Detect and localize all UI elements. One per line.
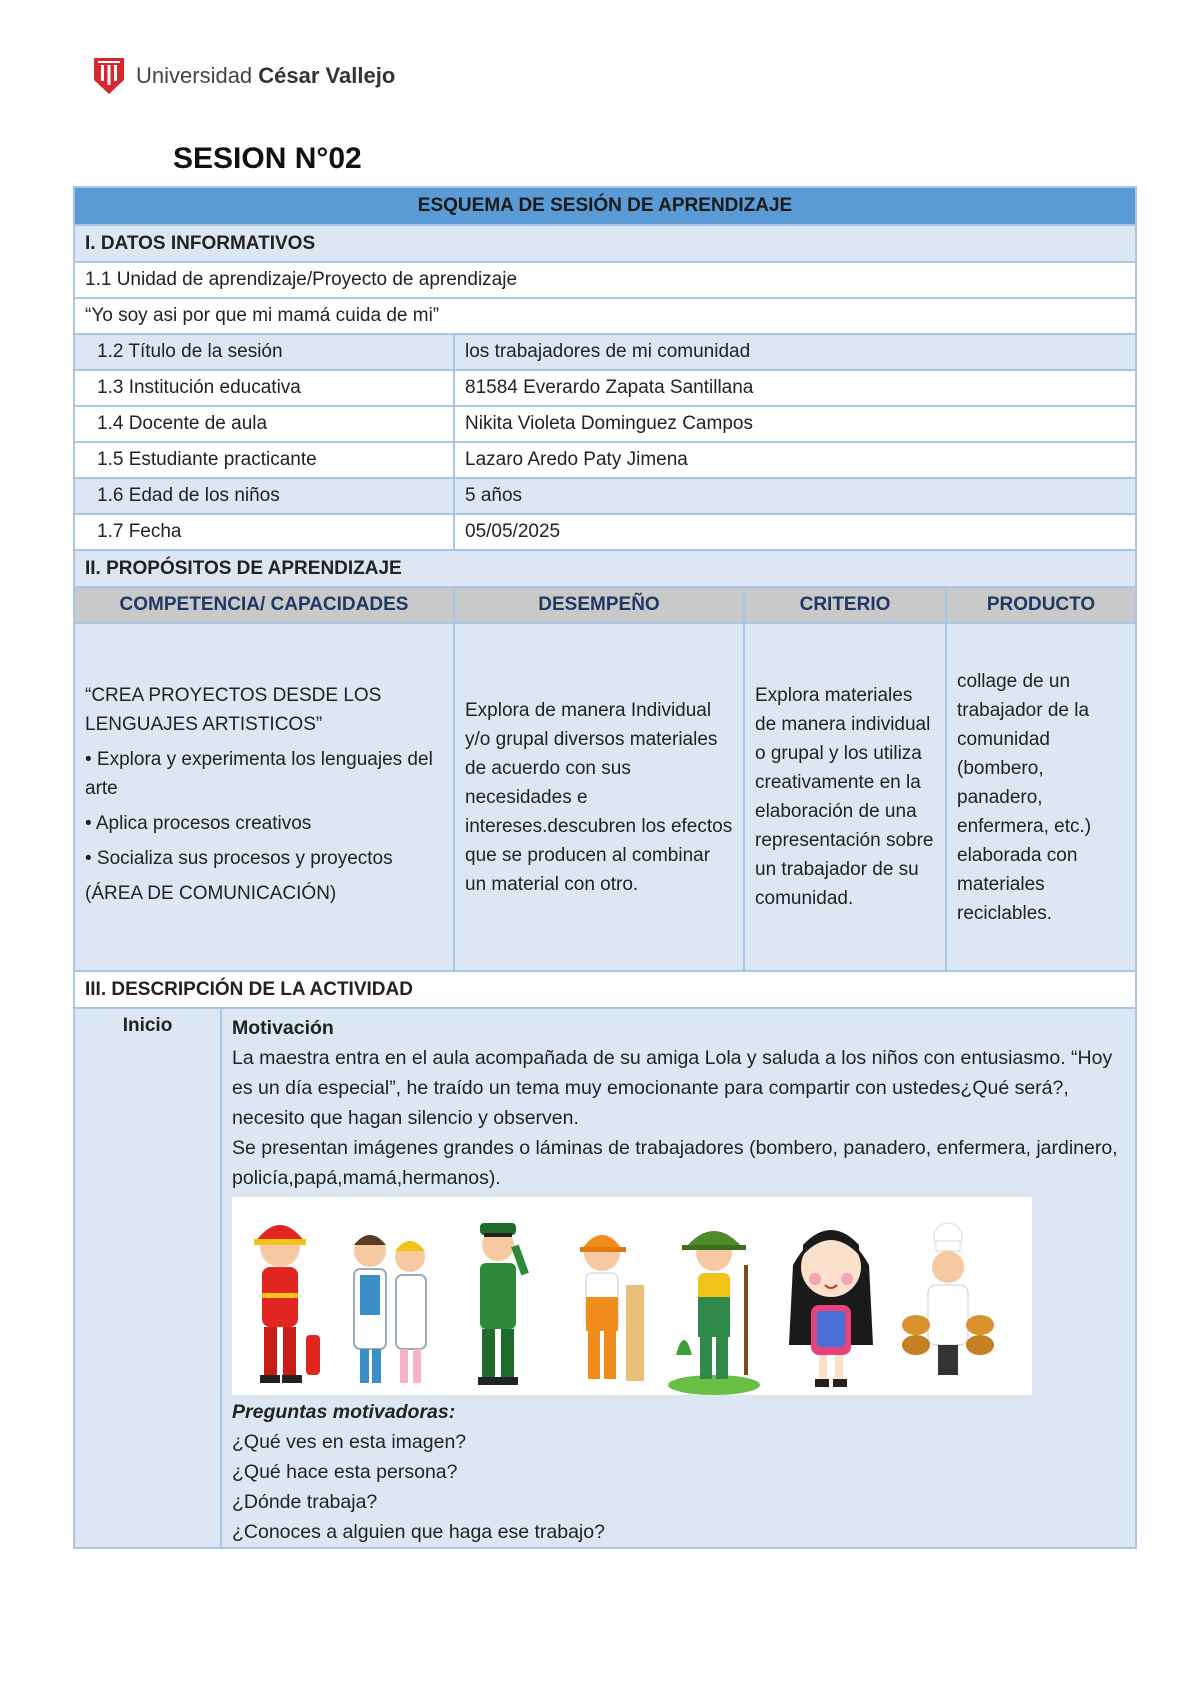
activity-description <box>221 1008 1136 1548</box>
desempeno-cell: Explora de manera Individual y/o grupal diversos materiales de acuerdo con sus necesidades e intereses.descubren los efectos que se producen al combinar un material con otro. <box>454 623 744 971</box>
unit-label: 1.1 Unidad de aprendizaje/Proyecto de aprendizaje <box>74 262 1136 298</box>
column-header-producto: PRODUCTO <box>946 587 1136 623</box>
info-label: 1.6 Edad de los niños <box>74 478 454 514</box>
motivation-title: Motivación <box>232 1017 334 1039</box>
university-shield-icon <box>92 56 126 96</box>
motivation-paragraph: La maestra entra en el aula acompañada de su amiga Lola y saluda a los niños con entusiasmo. “Hoy es un día especial”, he traído un tema muy emocionante para compartir con ustedes¿Qué será?, necesito que hagan silencio y observen. <box>232 1047 1113 1129</box>
info-value: los trabajadores de mi comunidad <box>454 334 1136 370</box>
info-value: 05/05/2025 <box>454 514 1136 550</box>
workers-illustration-strip <box>232 1197 1032 1395</box>
competencia-cell <box>74 623 454 971</box>
stage-inicio: Inicio <box>74 1008 221 1548</box>
unit-value: “Yo soy asi por que mi mamá cuida de mi” <box>74 298 1136 334</box>
info-label: 1.3 Institución educativa <box>74 370 454 406</box>
motivating-question: ¿Qué ves en esta imagen? <box>232 1431 467 1453</box>
info-label: 1.5 Estudiante practicante <box>74 442 454 478</box>
motivating-question: ¿Conoces a alguien que haga ese trabajo? <box>232 1521 605 1543</box>
info-value: 81584 Everardo Zapata Santillana <box>454 370 1136 406</box>
doctor-and-nurse-illustration <box>340 1205 440 1395</box>
info-value: Nikita Violeta Dominguez Campos <box>454 406 1136 442</box>
firefighter-illustration <box>232 1205 332 1395</box>
competencia-title: “CREA PROYECTOS DESDE LOS LENGUAJES ARTISTICOS” <box>85 684 382 735</box>
column-header-criterio: CRITERIO <box>744 587 946 623</box>
capacidad-item: • Explora y experimenta los lenguajes del arte <box>85 748 433 799</box>
gardener-illustration <box>664 1205 764 1395</box>
session-title: SESION N°02 <box>173 142 362 175</box>
section-descripcion: III. DESCRIPCIÓN DE LA ACTIVIDAD <box>74 971 1136 1008</box>
column-header-competencia: COMPETENCIA/ CAPACIDADES <box>74 587 454 623</box>
info-label: 1.4 Docente de aula <box>74 406 454 442</box>
motivating-question: ¿Qué hace esta persona? <box>232 1461 458 1483</box>
motivating-question: ¿Dónde trabaja? <box>232 1491 378 1513</box>
info-value: Lazaro Aredo Paty Jimena <box>454 442 1136 478</box>
criterio-cell: Explora materiales de manera individual o grupal y los utiliza creativamente en la elaboración de una representación sobre un trabajador de su comunidad. <box>744 623 946 971</box>
section-datos-informativos: I. DATOS INFORMATIVOS <box>74 225 1136 262</box>
motivation-paragraph: Se presentan imágenes grandes o láminas de trabajadores (bombero, panadero, enfermera, jardinero, policía,papá,mamá,hermanos). <box>232 1137 1118 1189</box>
questions-title: Preguntas motivadoras: <box>232 1401 456 1423</box>
police-officer-illustration <box>448 1205 548 1395</box>
capacidad-item: • Aplica procesos creativos <box>85 812 312 834</box>
area-label: (ÁREA DE COMUNICACIÓN) <box>85 882 337 904</box>
section-propositos: II. PROPÓSITOS DE APRENDIZAJE <box>74 550 1136 587</box>
producto-cell: collage de un trabajador de la comunidad (bombero, panadero, enfermera, etc.) elaborada con materiales reciclables. <box>946 623 1136 971</box>
girl-lola-illustration <box>772 1205 890 1395</box>
university-name: Universidad César Vallejo <box>136 63 396 88</box>
schema-title: ESQUEMA DE SESIÓN DE APRENDIZAJE <box>74 187 1136 225</box>
capacidad-item: • Socializa sus procesos y proyectos <box>85 847 393 869</box>
column-header-desempeno: DESEMPEÑO <box>454 587 744 623</box>
session-schema-table <box>73 186 1137 1549</box>
construction-worker-illustration <box>556 1205 656 1395</box>
university-logo <box>92 56 395 96</box>
baker-illustration <box>898 1205 998 1395</box>
info-label: 1.7 Fecha <box>74 514 454 550</box>
info-value: 5 años <box>454 478 1136 514</box>
info-label: 1.2 Título de la sesión <box>74 334 454 370</box>
